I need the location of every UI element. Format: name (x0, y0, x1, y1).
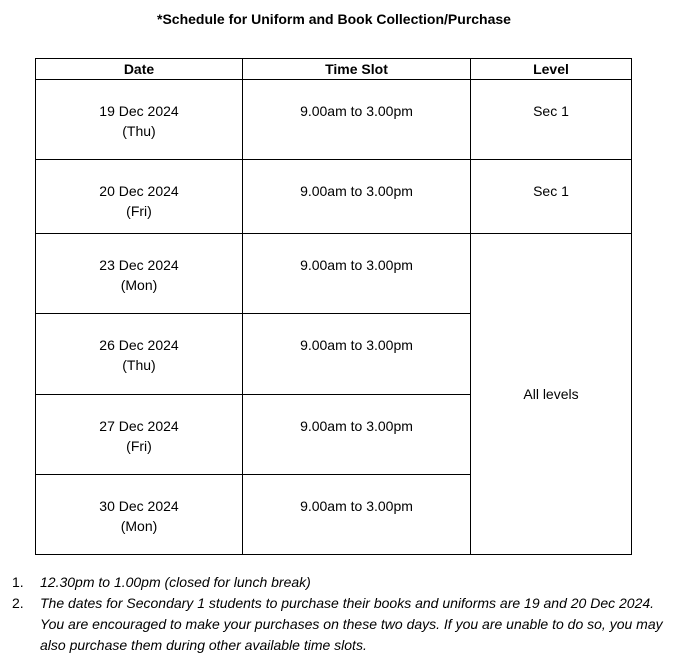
date-cell (36, 80, 243, 160)
day-text: (Thu) (122, 357, 156, 373)
table-row (36, 80, 632, 160)
time-slot-cell (243, 80, 471, 160)
day-text: (Fri) (126, 203, 152, 219)
note-text: The dates for Secondary 1 students to purchase their books and uniforms are 19 and 20 Dec 2024. You are encouraged to make your purchases on these two days. If you are unable to do so, you may also purchase them during other available time slots. (40, 595, 663, 653)
date-text: 30 Dec 2024 (99, 498, 179, 514)
page-title: *Schedule for Uniform and Book Collection/Purchase (157, 11, 511, 27)
date-cell (36, 314, 243, 395)
column-header-level: Level (471, 59, 632, 80)
day-text: (Mon) (120, 277, 158, 293)
time-slot-cell (243, 475, 471, 555)
date-text: 20 Dec 2024 (99, 183, 179, 199)
day-text: (Fri) (126, 438, 152, 454)
table-header-row (36, 59, 632, 80)
date-cell (36, 395, 243, 475)
level-cell-merged (471, 234, 632, 555)
time-slot-text: 9.00am to 3.00pm (300, 498, 413, 514)
time-slot-cell (243, 314, 471, 395)
note-number: 2. (12, 595, 24, 611)
date-cell (36, 160, 243, 234)
time-slot-text: 9.00am to 3.00pm (300, 418, 413, 434)
column-header-date: Date (36, 59, 243, 80)
date-text: 27 Dec 2024 (99, 418, 179, 434)
time-slot-text: 9.00am to 3.00pm (300, 183, 413, 199)
level-cell (471, 80, 632, 160)
date-cell (36, 475, 243, 555)
note-text: 12.30pm to 1.00pm (closed for lunch break) (40, 574, 311, 590)
notes-list (0, 572, 678, 656)
table-row (36, 234, 632, 314)
time-slot-cell (243, 160, 471, 234)
time-slot-cell (243, 234, 471, 314)
note-number: 1. (12, 574, 24, 590)
table-row (36, 160, 632, 234)
time-slot-text: 9.00am to 3.00pm (300, 257, 413, 273)
level-text: Sec 1 (533, 183, 569, 199)
time-slot-cell (243, 395, 471, 475)
level-text: Sec 1 (533, 103, 569, 119)
date-text: 26 Dec 2024 (99, 337, 179, 353)
level-text: All levels (523, 386, 579, 402)
time-slot-text: 9.00am to 3.00pm (300, 103, 413, 119)
list-item (0, 572, 678, 593)
list-item (0, 593, 678, 656)
level-cell (471, 160, 632, 234)
time-slot-text: 9.00am to 3.00pm (300, 337, 413, 353)
column-header-time-slot: Time Slot (243, 59, 471, 80)
day-text: (Thu) (122, 123, 156, 139)
date-cell (36, 234, 243, 314)
day-text: (Mon) (120, 518, 158, 534)
date-text: 19 Dec 2024 (99, 103, 179, 119)
schedule-table (35, 58, 632, 555)
date-text: 23 Dec 2024 (99, 257, 179, 273)
